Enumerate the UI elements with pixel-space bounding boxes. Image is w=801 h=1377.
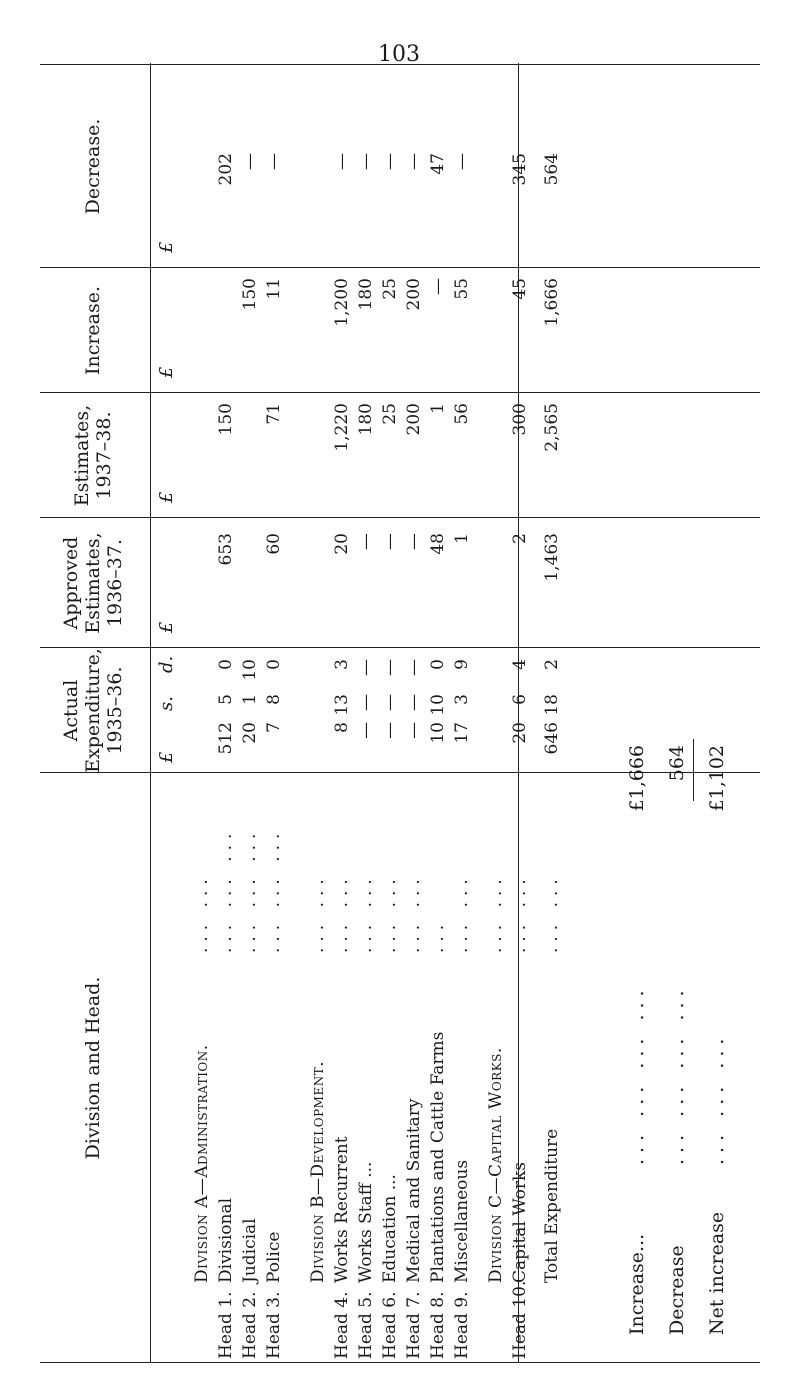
row-label: Works Recurrent	[332, 1136, 352, 1283]
cell-actual-pounds: 17	[452, 722, 472, 744]
head-number: Head 5.	[356, 1291, 376, 1359]
cell-decrease: —	[356, 153, 376, 170]
cell-approved: —	[356, 533, 376, 550]
head-number: Head 1.	[216, 1291, 236, 1359]
header-actual-l1: Actual	[59, 679, 82, 742]
cell-decrease: —	[264, 153, 284, 170]
cell-actual-pence: 2	[542, 659, 562, 670]
row-label: Works Staff ...	[356, 1161, 376, 1283]
header-actual-l3: 1935–36.	[103, 666, 126, 755]
leader-dots: ... ...	[452, 873, 472, 953]
cell-decrease: 345	[510, 153, 530, 186]
row-label: Judicial	[240, 1218, 260, 1283]
cell-approved: 1	[452, 533, 472, 544]
header-decrease-text: Decrease.	[81, 118, 104, 215]
cell-actual-pounds: —	[380, 722, 400, 739]
cell-estimates: 71	[264, 403, 284, 425]
cell-actual-pence: 0	[216, 659, 236, 670]
row-label: Divisional	[216, 1197, 236, 1283]
cell-estimates: 180	[356, 403, 376, 436]
head-number: Head 7.	[404, 1291, 424, 1359]
cell-approved: —	[380, 533, 400, 550]
cell-increase: 55	[452, 278, 472, 300]
unit-pound-approved: £	[156, 621, 177, 633]
summary-label: Net increase	[706, 1211, 728, 1335]
cell-increase: 150	[240, 278, 260, 311]
page-number: 103	[378, 42, 420, 67]
division-title: Division A—Administration.	[192, 1044, 212, 1283]
leader-dots: ... ...	[510, 873, 530, 953]
cell-actual-pence: 10	[240, 659, 260, 681]
cell-estimates: 1,220	[332, 403, 352, 452]
cell-estimates: 1	[428, 403, 448, 414]
cell-decrease: —	[452, 153, 472, 170]
cell-decrease: 564	[542, 153, 562, 186]
leader-dots: ... ...	[308, 873, 328, 953]
cell-actual-shillings: 18	[542, 694, 562, 716]
division-title: Division C—Capital Works.	[486, 1047, 506, 1283]
leader-dots: ... ... ... ...	[666, 984, 688, 1165]
cell-actual-pounds: 20	[240, 722, 260, 744]
cell-actual-pounds: 7	[264, 722, 284, 733]
header-estimates-l2: 1937–38.	[92, 411, 115, 500]
cell-decrease: 47	[428, 153, 448, 175]
cell-estimates: 25	[380, 403, 400, 425]
leader-dots: ... ...	[404, 873, 424, 953]
cell-actual-pounds: —	[356, 722, 376, 739]
summary-line	[623, 675, 651, 1335]
row-label: Education ...	[380, 1174, 400, 1283]
head-number: Head 9.	[452, 1291, 472, 1359]
cell-approved: 2	[510, 533, 530, 544]
leader-dots: ... ... ... ...	[626, 984, 648, 1165]
cell-actual-pence: 4	[510, 659, 530, 670]
leader-dots: ... ... ...	[264, 827, 284, 953]
cell-actual-shillings: —	[380, 694, 400, 711]
cell-increase: 1,666	[542, 278, 562, 327]
cell-actual-pounds: 512	[216, 722, 236, 755]
cell-actual-pounds: 646	[542, 722, 562, 755]
cell-increase: 200	[404, 278, 424, 311]
unit-pound-decrease: £	[156, 241, 177, 253]
header-approved-l1: Approved	[59, 536, 82, 630]
cell-estimates: 150	[216, 403, 236, 436]
leader-dots: ... ... ...	[706, 1032, 728, 1165]
cell-decrease: 202	[216, 153, 236, 186]
header-increase-text: Increase.	[81, 285, 104, 376]
cell-increase: 25	[380, 278, 400, 300]
leader-dots: ... ...	[486, 873, 506, 953]
head-number: Head 3.	[264, 1291, 284, 1359]
head-number: Head 2.	[240, 1291, 260, 1359]
cell-actual-shillings: 10	[428, 694, 448, 716]
header-approved-l2: Estimates,	[81, 532, 104, 634]
cell-actual-pounds: 10	[428, 722, 448, 744]
cell-actual-pence: 0	[428, 659, 448, 670]
row-label: Capital Works	[510, 1162, 530, 1283]
head-number: Head 6.	[380, 1291, 400, 1359]
head-number: Head 8.	[428, 1291, 448, 1359]
cell-actual-pence: 3	[332, 659, 352, 670]
header-approved-l3: 1936–37.	[103, 538, 126, 628]
cell-actual-pence: 9	[452, 659, 472, 670]
summary-rule	[693, 739, 694, 801]
row-label: Total Expenditure	[542, 1128, 562, 1283]
cell-approved: —	[404, 533, 424, 550]
header-actual-l2: Expenditure,	[81, 648, 104, 773]
row-label: Plantations and Cattle Farms	[428, 1031, 448, 1283]
row-label: Medical and Sanitary	[404, 1098, 424, 1283]
cell-approved: 20	[332, 533, 352, 555]
row-label: Miscellaneous	[452, 1159, 472, 1283]
cell-decrease: —	[240, 153, 260, 170]
leader-dots: ... ... ...	[216, 827, 236, 953]
cell-actual-pounds: 8	[332, 722, 352, 733]
cell-approved: 1,463	[542, 533, 562, 582]
summary-value: £1,102	[706, 745, 728, 812]
cell-estimates: 56	[452, 403, 472, 425]
cell-actual-shillings: —	[356, 694, 376, 711]
cell-actual-pence: —	[356, 659, 376, 676]
leader-dots: ... ... ...	[240, 827, 260, 953]
unit-pound-actual: £	[156, 751, 177, 763]
cell-estimates: 2,565	[542, 403, 562, 452]
summary-label: Decrease	[666, 1245, 688, 1335]
summary-value: £1,666	[626, 745, 648, 812]
leader-dots: ... ...	[332, 873, 352, 953]
cell-actual-pence: —	[380, 659, 400, 676]
cell-actual-shillings: 1	[240, 694, 260, 705]
cell-increase: 45	[510, 278, 530, 300]
cell-decrease: —	[380, 153, 400, 170]
cell-actual-shillings: 13	[332, 694, 352, 716]
cell-estimates: 300	[510, 403, 530, 436]
cell-approved: 653	[216, 533, 236, 566]
head-number: Head 10.	[510, 1280, 530, 1359]
leader-dots: ... ...	[542, 873, 562, 953]
cell-increase: 180	[356, 278, 376, 311]
cell-actual-pence: —	[404, 659, 424, 676]
summary-value: 564	[666, 745, 688, 782]
cell-increase: 1,200	[332, 278, 352, 327]
header-estimates-l1: Estimates,	[70, 404, 93, 507]
row-label: Police	[264, 1231, 284, 1283]
cell-increase: —	[428, 278, 448, 295]
header-division-text: Division and Head.	[81, 976, 104, 1160]
cell-estimates: 200	[404, 403, 424, 436]
summary-line	[663, 675, 691, 1335]
division-title: Division B—Development.	[308, 1060, 328, 1283]
cell-actual-shillings: 3	[452, 694, 472, 705]
cell-actual-pounds: 20	[510, 722, 530, 744]
cell-actual-shillings: 5	[216, 694, 236, 705]
cell-approved: 48	[428, 533, 448, 555]
leader-dots: ...	[428, 918, 448, 953]
unit-pound-increase: £	[156, 366, 177, 378]
cell-decrease: —	[404, 153, 424, 170]
cell-decrease: —	[332, 153, 352, 170]
summary-label: Increase...	[626, 1233, 648, 1335]
leader-dots: ... ...	[356, 873, 376, 953]
cell-approved: 60	[264, 533, 284, 555]
unit-shilling: s.	[156, 696, 177, 711]
unit-pound-estimates: £	[156, 491, 177, 503]
cell-actual-shillings: 8	[264, 694, 284, 705]
cell-actual-shillings: 6	[510, 694, 530, 705]
head-number: Head 4.	[332, 1291, 352, 1359]
cell-actual-pence: 0	[264, 659, 284, 670]
leader-dots: ... ...	[192, 873, 212, 953]
cell-increase: 11	[264, 278, 284, 300]
summary-line	[703, 675, 731, 1335]
cell-actual-pounds: —	[404, 722, 424, 739]
cell-actual-shillings: —	[404, 694, 424, 711]
leader-dots: ... ...	[380, 873, 400, 953]
unit-pence: d.	[156, 655, 177, 673]
